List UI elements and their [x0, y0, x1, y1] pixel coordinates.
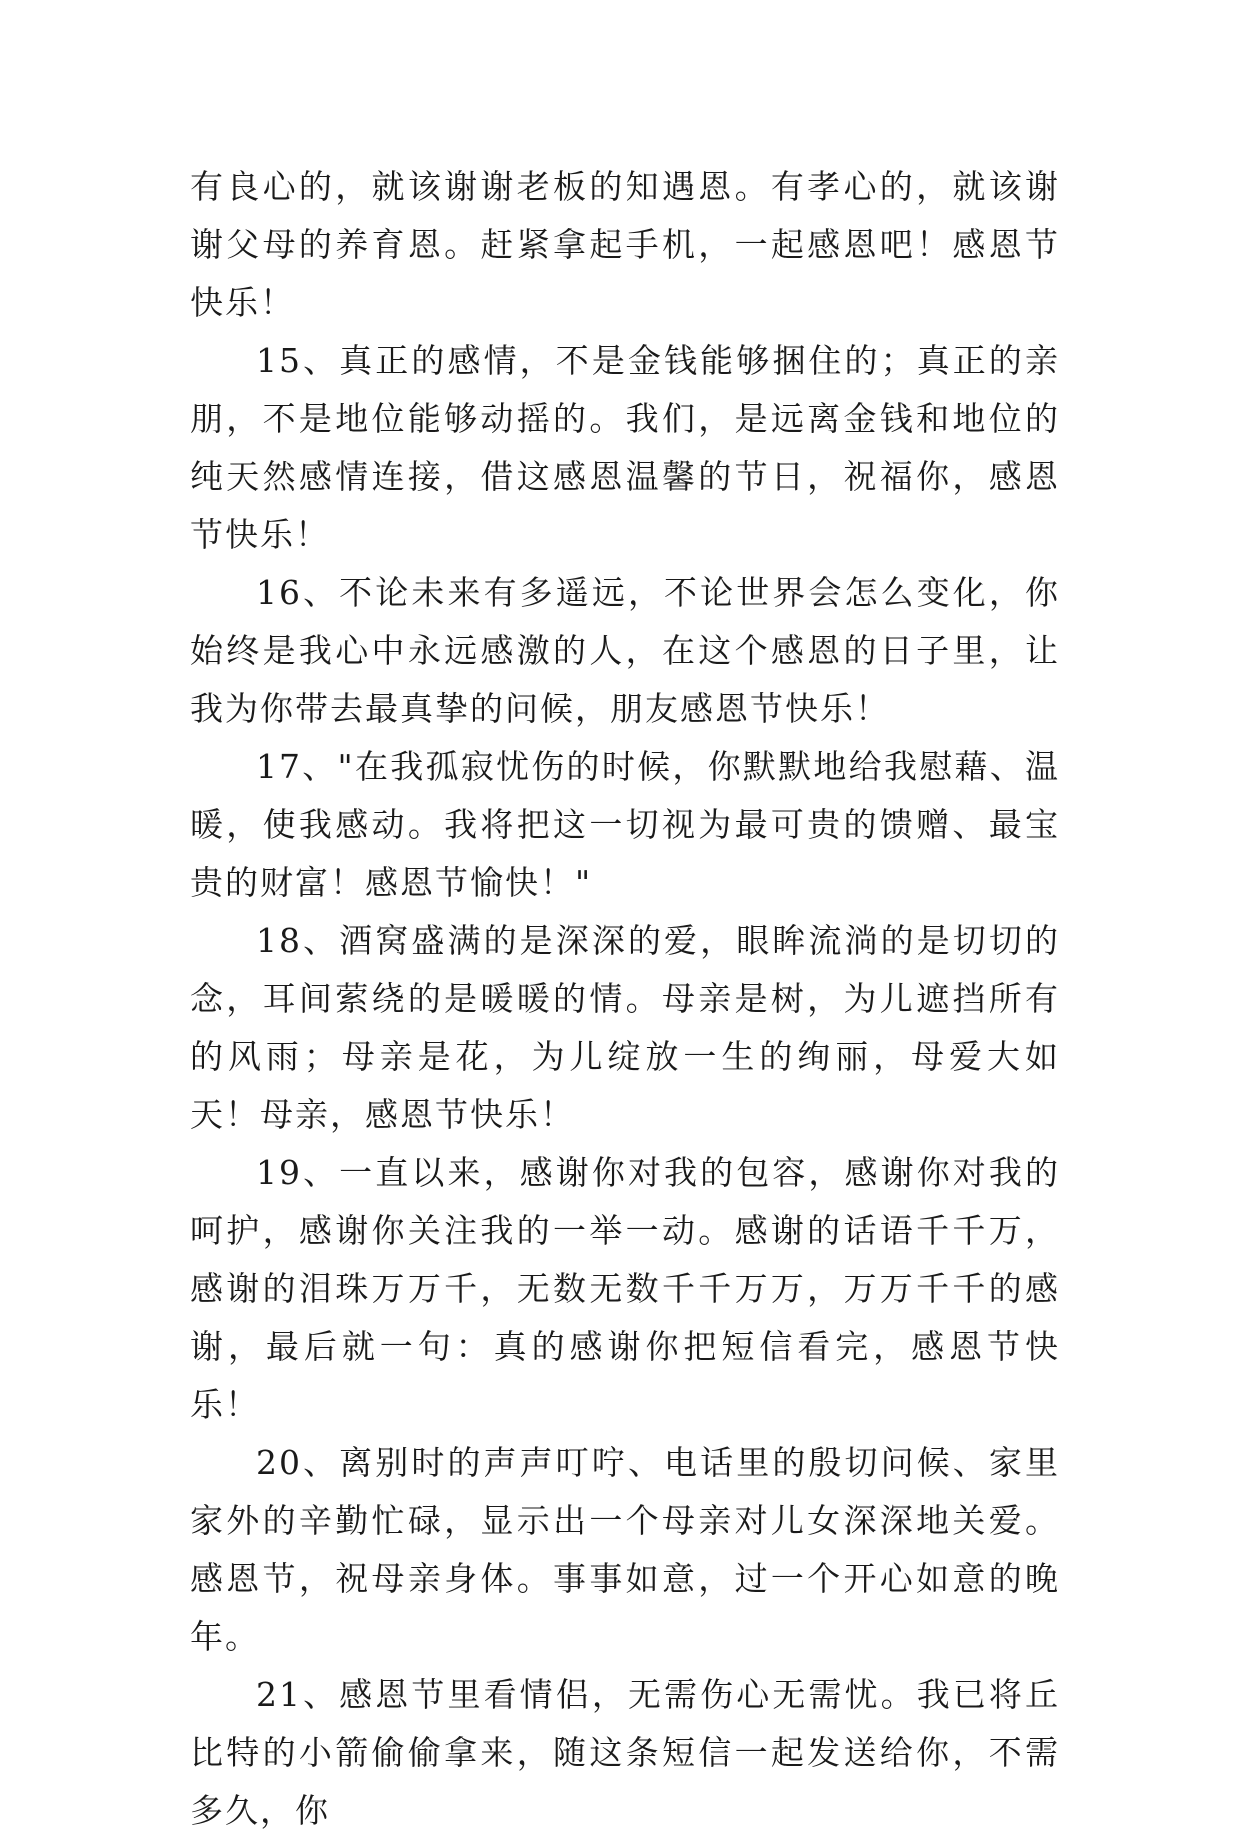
- paragraph-item-15: 15、真正的感情，不是金钱能够捆住的；真正的亲朋，不是地位能够动摇的。我们，是远离金钱和地位的纯天然感情连接，借这感恩温馨的节日，祝福你，感恩节快乐！: [190, 341, 1060, 554]
- paragraph-item-19: 19、一直以来，感谢你对我的包容，感谢你对我的呵护，感谢你关注我的一举一动。感谢的话语千千万，感谢的泪珠万万千，无数无数千千万万，万万千千的感谢，最后就一句：真的感谢你把短信看完，感恩节快乐！: [190, 1153, 1060, 1424]
- paragraph-item-20: 20、离别时的声声叮咛、电话里的殷切问候、家里家外的辛勤忙碌，显示出一个母亲对儿女深深地关爱。感恩节，祝母亲身体。事事如意，过一个开心如意的晚年。: [190, 1443, 1060, 1656]
- paragraph-item-21: 21、感恩节里看情侣，无需伤心无需忧。我已将丘比特的小箭偷偷拿来，随这条短信一起发送给你，不需多久，你: [190, 1675, 1060, 1830]
- paragraph-item-18: 18、酒窝盛满的是深深的爱，眼眸流淌的是切切的念，耳间萦绕的是暖暖的情。母亲是树，为儿遮挡所有的风雨；母亲是花，为儿绽放一生的绚丽，母爱大如天！母亲，感恩节快乐！: [190, 921, 1060, 1134]
- paragraph-item-16: 16、不论未来有多遥远，不论世界会怎么变化，你始终是我心中永远感激的人，在这个感恩的日子里，让我为你带去最真挚的问候，朋友感恩节快乐！: [190, 573, 1060, 728]
- document-body: [190, 158, 1060, 1840]
- paragraph-item-17: 17、"在我孤寂忧伤的时候，你默默地给我慰藉、温暖，使我感动。我将把这一切视为最可贵的馈赠、最宝贵的财富！感恩节愉快！": [190, 747, 1060, 902]
- paragraph-continuation: 有良心的，就该谢谢老板的知遇恩。有孝心的，就该谢谢父母的养育恩。赶紧拿起手机，一起感恩吧！感恩节快乐！: [190, 167, 1060, 322]
